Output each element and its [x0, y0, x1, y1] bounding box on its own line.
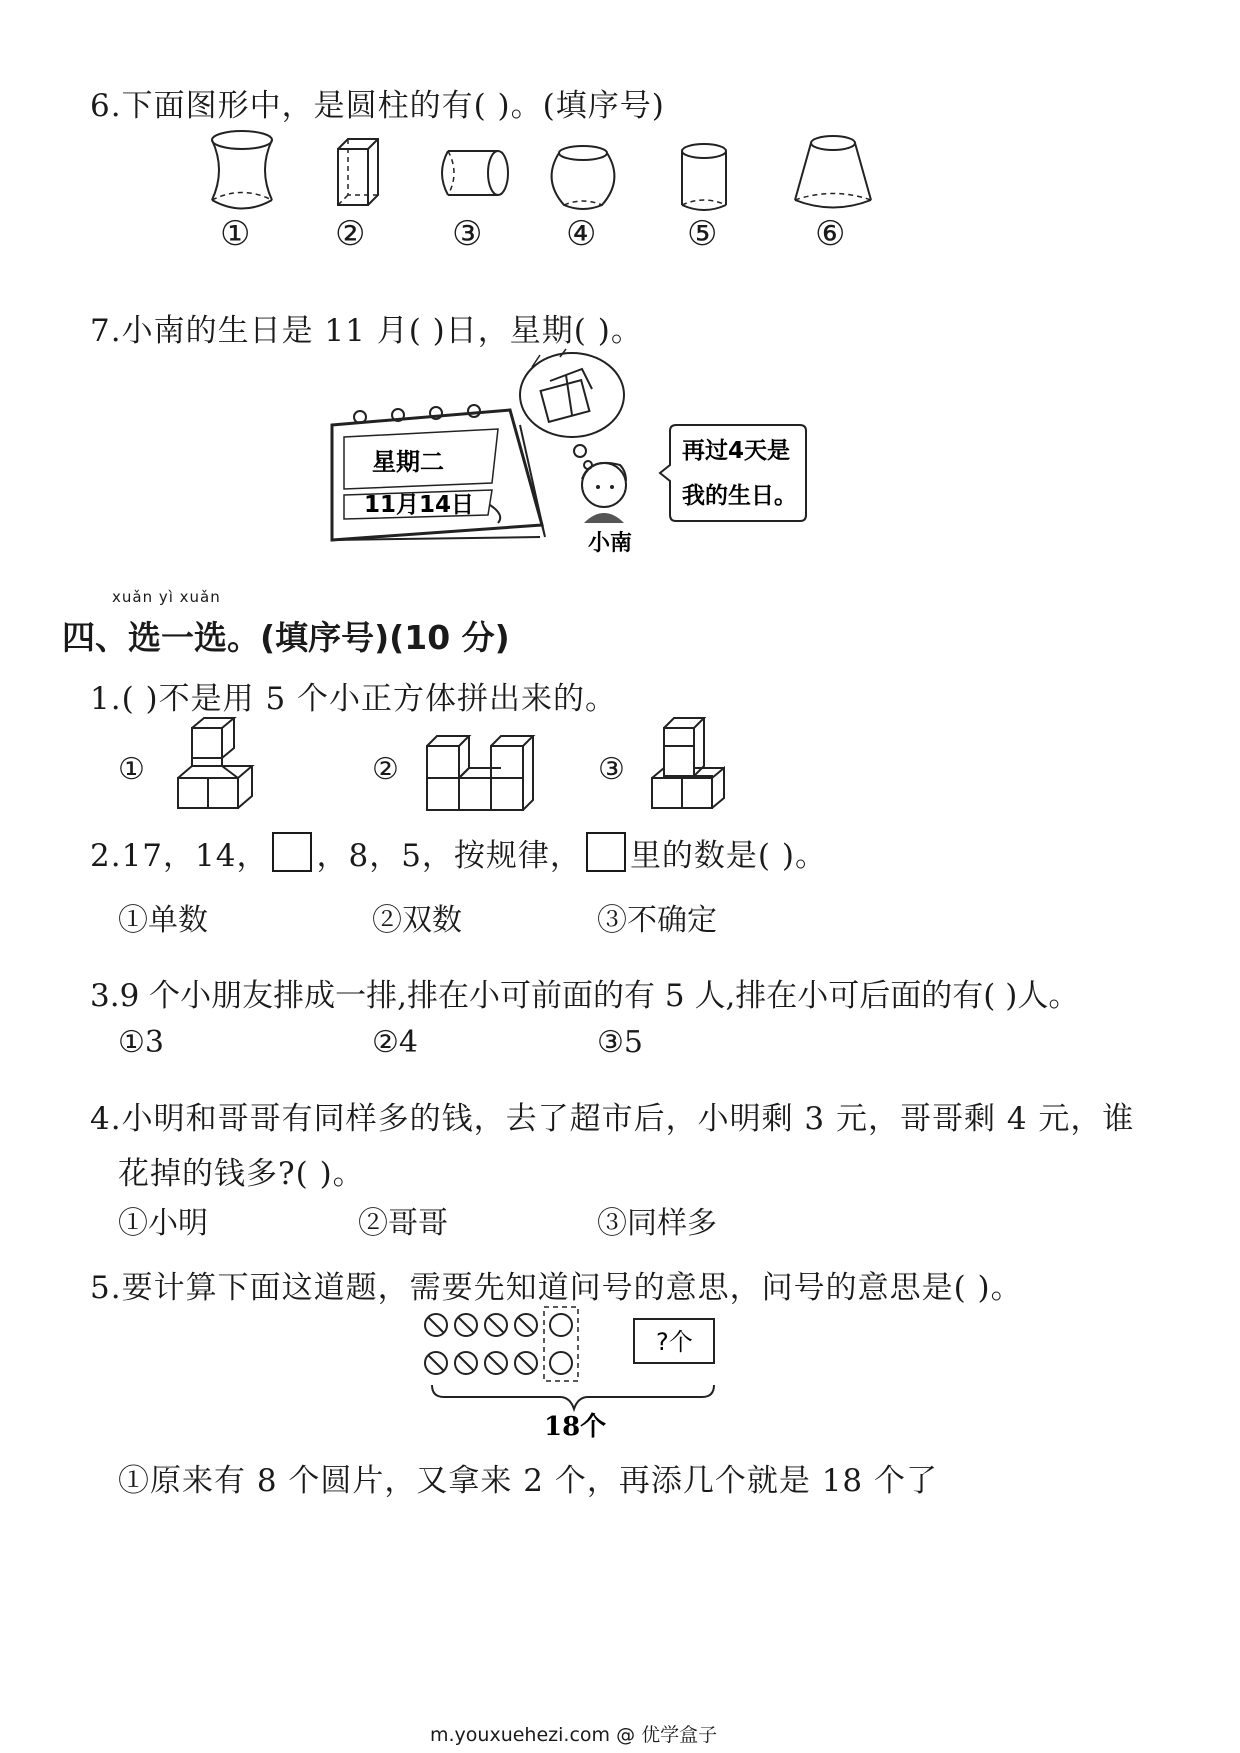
dashed-group-box	[544, 1307, 578, 1381]
cube-figure-3-icon	[652, 718, 724, 808]
concave-cylinder-icon	[212, 131, 272, 209]
s4q4-option-2: ②哥哥	[358, 1206, 448, 1241]
s4q1-option-2: ②	[372, 752, 399, 787]
speech-line-2: 我的生日。	[682, 483, 797, 509]
s4q2-option-1: ①单数	[118, 903, 208, 938]
barrel-icon	[552, 146, 615, 209]
s4q3-text: 3.9 个小朋友排成一排,排在小可前面的有 5 人,排在小可后面的有( )人。	[90, 978, 1080, 1014]
s4q1-text: 1.( )不是用 5 个小正方体拼出来的。	[90, 681, 618, 717]
q7-text: 7.小南的生日是 11 月( )日，星期( )。	[90, 313, 643, 349]
q6-label-6: ⑥	[815, 214, 846, 254]
q7-illustration	[320, 345, 840, 570]
crossed-circle-icon	[425, 1352, 447, 1374]
question-box-label: ?个	[656, 1328, 693, 1356]
calendar-weekday: 星期二	[372, 448, 444, 476]
s4q3-option-2: ②4	[372, 1025, 418, 1060]
q6-shapes	[190, 125, 910, 260]
crossed-circle-icon	[485, 1314, 507, 1336]
s4q1-cube-figures	[170, 720, 770, 845]
crossed-circle-icon	[455, 1314, 477, 1336]
cube-figure-1-icon	[178, 718, 252, 808]
calendar-date: 11月14日	[364, 492, 475, 518]
q6-label-3: ③	[452, 214, 483, 254]
s4q4-line1: 4.小明和哥哥有同样多的钱，去了超市后，小明剩 3 元，哥哥剩 4 元，谁	[90, 1101, 1135, 1137]
child-name: 小南	[588, 531, 633, 556]
s4q5-circle-diagram	[420, 1305, 730, 1445]
s4q2-blank-box-2	[586, 832, 626, 872]
cuboid-icon	[338, 139, 378, 205]
s4q2-part1: 2.17，14，	[90, 838, 269, 874]
crossed-circle-icon	[515, 1352, 537, 1374]
s4q5-text: 5.要计算下面这道题，需要先知道问号的意思，问号的意思是( )。	[90, 1270, 1023, 1306]
q6-label-4: ④	[566, 214, 597, 254]
q6-label-2: ②	[335, 214, 366, 254]
s4q2-option-2: ②双数	[372, 903, 462, 938]
total-label: 18个	[544, 1412, 607, 1442]
section4-title: 四、选一选。(填序号)(10 分)	[62, 618, 510, 657]
section4-pinyin: xuǎn yì xuǎn	[112, 588, 221, 606]
horizontal-cylinder-icon	[442, 151, 508, 195]
circle-plain	[550, 1314, 572, 1336]
brace-icon	[432, 1385, 714, 1409]
s4q2-option-3: ③不确定	[597, 903, 717, 938]
gift-thought-bubble-icon	[520, 349, 624, 469]
child-xiaonan-icon	[582, 463, 626, 523]
s4q2-part2: ，8，5，按规律，	[316, 838, 582, 874]
s4q2-part3: 里的数是( )。	[629, 838, 827, 874]
crossed-circle-icon	[455, 1352, 477, 1374]
s4q3-option-3: ③5	[597, 1025, 643, 1060]
s4q4-line2: 花掉的钱多?( )。	[118, 1156, 365, 1192]
cube-figure-2-icon	[427, 736, 533, 810]
s4q1-option-1: ①	[118, 752, 145, 787]
q6-label-1: ①	[220, 214, 251, 254]
speech-line-1: 再过4天是	[682, 438, 791, 464]
circle-plain	[550, 1352, 572, 1374]
crossed-circle-icon	[485, 1352, 507, 1374]
q6-label-5: ⑤	[687, 214, 718, 254]
s4q3-option-1: ①3	[118, 1025, 164, 1060]
crossed-circle-icon	[515, 1314, 537, 1336]
s4q5-option-1: ①原来有 8 个圆片，又拿来 2 个，再添几个就是 18 个了	[118, 1463, 939, 1499]
footer-watermark: m.youxuehezi.com @ 优学盒子	[430, 1724, 718, 1746]
cylinder-icon	[682, 144, 726, 210]
crossed-circles	[425, 1314, 537, 1374]
s4q2-blank-box-1	[272, 832, 312, 872]
crossed-circle-icon	[425, 1314, 447, 1336]
q6-text: 6.下面图形中，是圆柱的有( )。(填序号)	[90, 88, 665, 124]
s4q4-option-1: ①小明	[118, 1206, 208, 1241]
frustum-icon	[795, 136, 871, 208]
s4q4-option-3: ③同样多	[597, 1206, 717, 1241]
s4q1-option-3: ③	[598, 752, 625, 787]
s4q2-text	[90, 830, 827, 875]
